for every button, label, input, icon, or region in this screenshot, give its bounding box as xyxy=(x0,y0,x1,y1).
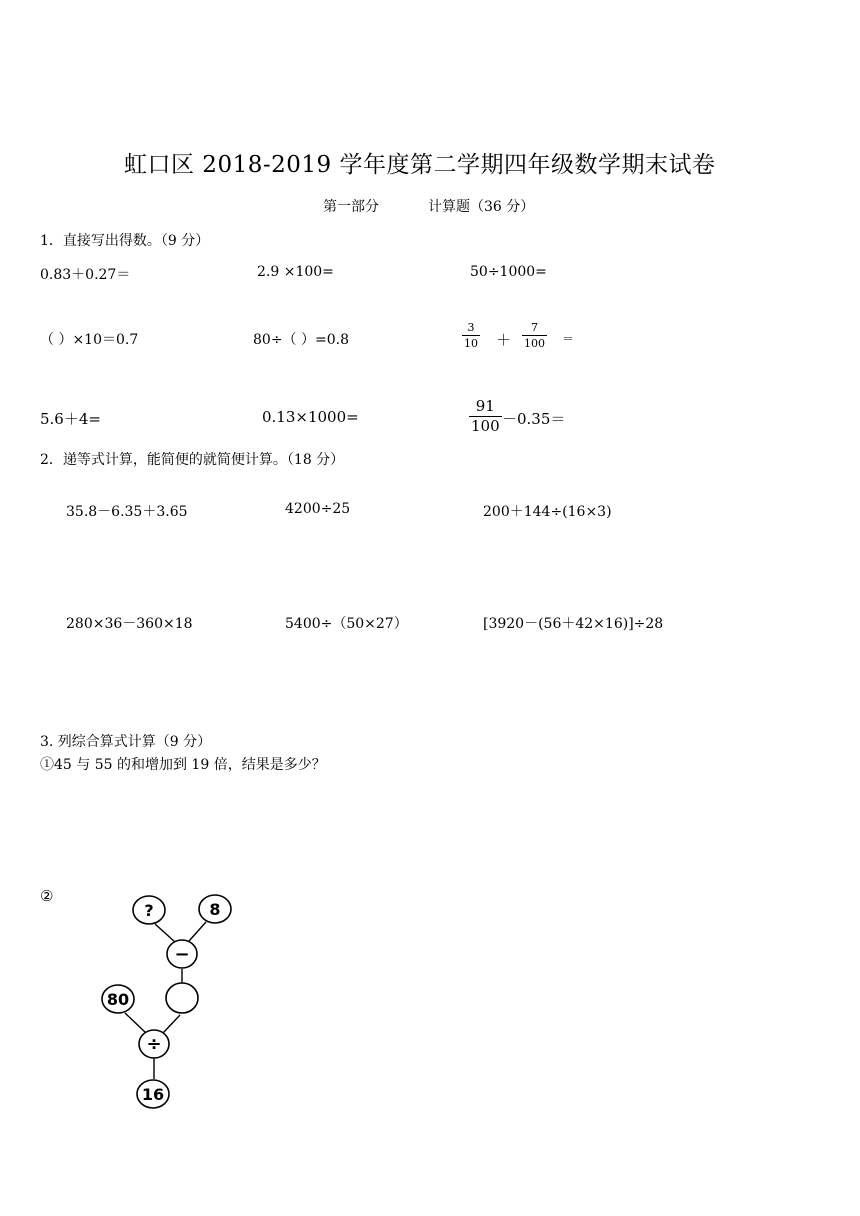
q2-r2c3: [3920－(56＋42×16)]÷28 xyxy=(483,616,664,632)
q2-r1c1: 35.8－6.35＋3.65 xyxy=(66,504,188,520)
q1-r1c1: 0.83＋0.27＝ xyxy=(40,267,131,283)
fraction-denominator: 100 xyxy=(471,417,500,435)
q1-r1c2: 2.9 ×100= xyxy=(257,264,334,280)
q3-heading: 3. 列综合算式计算（9 分） xyxy=(40,734,212,750)
part-label: 第一部分 xyxy=(323,199,379,215)
tree-edge xyxy=(125,1013,146,1033)
q1-r3c1: 5.6＋4= xyxy=(40,410,101,428)
tree-edge xyxy=(155,924,175,942)
fraction-denominator: 10 xyxy=(464,337,478,350)
q3-item-2-marker: ② xyxy=(40,887,54,905)
q2-r2c2: 5400÷（50×27） xyxy=(285,616,408,632)
q2-r2c1: 280×36－360×18 xyxy=(66,616,193,632)
q2-heading: 2．递等式计算，能简便的就简便计算。（18 分） xyxy=(40,452,345,468)
tree-label-16: 16 xyxy=(141,1085,165,1104)
q2-r1c3: 200＋144÷(16×3) xyxy=(483,504,612,520)
fraction-denominator: 100 xyxy=(524,337,545,350)
tree-edge xyxy=(163,1015,180,1033)
page-title: 虹口区 2018-2019 学年度第二学期四年级数学期末试卷 xyxy=(124,152,716,178)
q3-item-1: ①45 与 55 的和增加到 19 倍，结果是多少？ xyxy=(40,757,326,773)
q1-r2c3-equals: ＝ xyxy=(562,332,575,346)
q1-r1c3: 50÷1000= xyxy=(470,264,547,280)
tree-label-question: ? xyxy=(144,901,154,920)
q1-heading: 1．直接写出得数。（9 分） xyxy=(40,233,210,249)
q1-r2c2: 80÷（ ）=0.8 xyxy=(253,332,349,348)
fraction-numerator: 3 xyxy=(462,320,480,336)
fraction-numerator: 91 xyxy=(469,397,502,417)
q1-r3c3-rest: －0.35＝ xyxy=(502,410,566,428)
tree-label-8: 8 xyxy=(209,900,221,919)
tree-label-minus: − xyxy=(174,944,190,965)
tree-label-divide: ÷ xyxy=(146,1034,162,1055)
q1-r2c3-plus: ＋ xyxy=(496,331,512,349)
fraction-numerator: 7 xyxy=(522,320,547,336)
tree-edge xyxy=(189,922,206,941)
q1-r2c1: （ ）×10＝0.7 xyxy=(40,332,139,348)
q2-r1c2: 4200÷25 xyxy=(285,501,351,517)
q1-r3c2: 0.13×1000= xyxy=(262,408,359,426)
part-name: 计算题（36 分） xyxy=(428,199,535,215)
tree-node-blank xyxy=(166,983,198,1013)
tree-label-80: 80 xyxy=(106,990,130,1009)
